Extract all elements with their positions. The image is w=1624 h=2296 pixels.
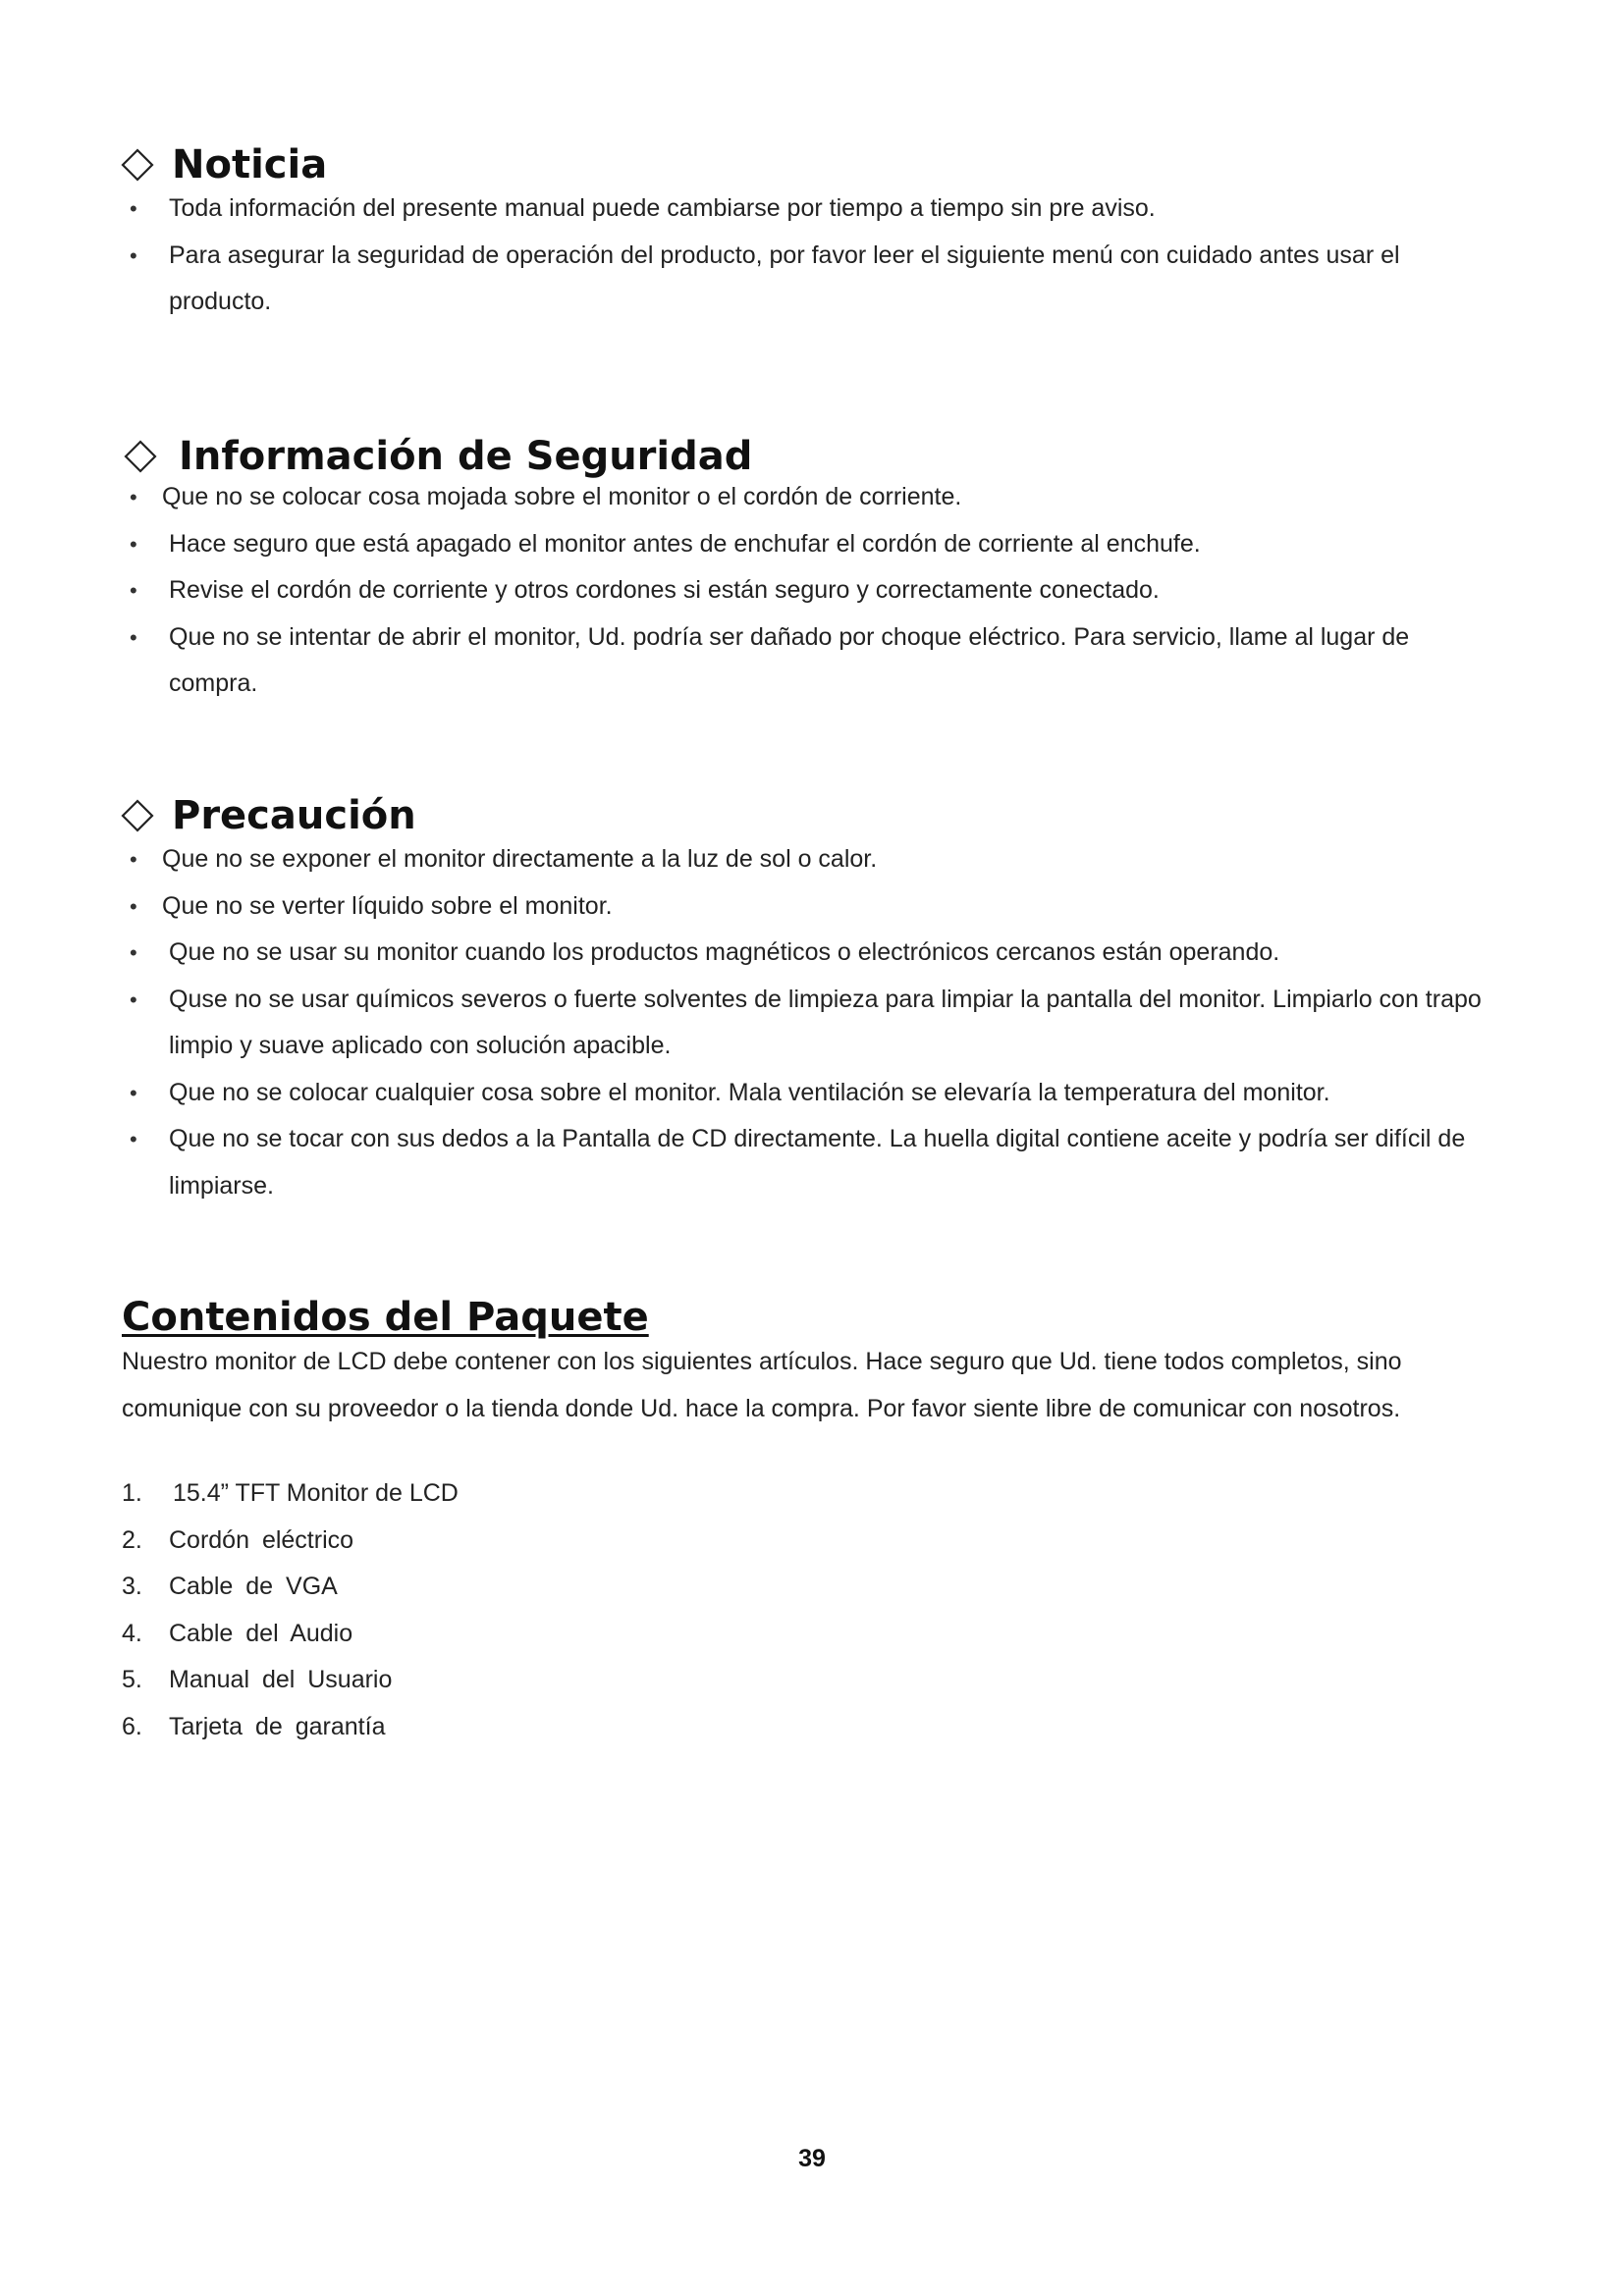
section-noticia — [0, 142, 1624, 326]
item-text: Tarjeta de garantía — [169, 1712, 386, 1740]
heading-title: Información de Seguridad — [179, 434, 753, 479]
bullet-list — [0, 474, 1624, 708]
item-text: Manual del Usuario — [169, 1666, 393, 1693]
item-number: 1. — [122, 1479, 142, 1507]
list-item-text: Que no se verter líquido sobre el monitor. — [162, 891, 613, 920]
list-item-text: Revise el cordón de corriente y otros cordones si están seguro y correctamente conectado. — [169, 576, 1160, 604]
item-text: Cordón eléctrico — [169, 1525, 354, 1554]
bullet-icon: • — [130, 1080, 137, 1105]
list-item — [0, 474, 1624, 521]
item-number: 3. — [122, 1573, 142, 1600]
bullet-icon: • — [130, 485, 137, 509]
package-contents-intro: Nuestro monitor de LCD debe contener con los siguientes artículos. Hace seguro que Ud. tiene todos completos, sino comunique con su proveedor o la tienda donde Ud. hace la compra. Por favor siente libre de comunicar con nosotros. — [122, 1348, 1402, 1422]
item-number: 2. — [122, 1525, 142, 1554]
item-number: 5. — [122, 1666, 142, 1693]
list-item — [0, 883, 1624, 931]
bullet-icon: • — [130, 893, 137, 919]
bullet-icon: • — [130, 847, 137, 872]
list-item-text: Que no se usar su monitor cuando los productos magnéticos o electrónicos cercanos están operando. — [169, 938, 1280, 966]
section-seguridad — [0, 434, 1624, 708]
list-item — [0, 567, 1624, 614]
list-item — [0, 521, 1624, 568]
section-heading — [121, 793, 1624, 838]
bullet-icon: • — [130, 242, 137, 268]
bullet-icon: • — [130, 196, 137, 221]
list-item-text: Que no se colocar cosa mojada sobre el monitor o el cordón de corriente. — [162, 483, 962, 510]
diamond-outline-icon — [124, 440, 157, 473]
bullet-icon: • — [130, 940, 137, 965]
page-number: 39 — [798, 2145, 826, 2172]
bullet-icon: • — [130, 987, 137, 1012]
list-item-text: Que no se colocar cualquier cosa sobre el monitor. Mala ventilación se elevaría la temperatura del monitor. — [169, 1078, 1330, 1106]
bullet-list — [0, 836, 1624, 1209]
list-item — [122, 1564, 1624, 1611]
item-text: Cable de VGA — [169, 1573, 338, 1600]
list-item — [0, 1070, 1624, 1117]
list-item — [0, 186, 1624, 233]
list-item-text: Toda información del presente manual puede cambiarse por tiempo a tiempo sin pre aviso. — [169, 194, 1156, 222]
list-item — [122, 1704, 1624, 1751]
item-number: 4. — [122, 1619, 142, 1647]
section-contenidos — [0, 1294, 1624, 1750]
bullet-icon: • — [130, 1127, 137, 1151]
item-text: 15.4” TFT Monitor de LCD — [173, 1479, 459, 1507]
list-item — [0, 836, 1624, 883]
package-contents-heading: Contenidos del Paquete — [122, 1295, 649, 1340]
section-precaucion — [0, 793, 1624, 1209]
diamond-outline-icon — [121, 799, 154, 832]
list-item-text: Que no se tocar con sus dedos a la Pantalla de CD directamente. La huella digital contiene aceite y podría ser difícil de limpiarse. — [169, 1125, 1466, 1200]
list-item — [122, 1518, 1624, 1565]
bullet-icon: • — [130, 531, 137, 557]
list-item-text: Quse no se usar químicos severos o fuerte solventes de limpieza para limpiar la pantalla del monitor. Limpiarlo con trapo limpio y suave aplicado con solución apacible. — [169, 985, 1482, 1059]
list-item-text: Para asegurar la seguridad de operación del producto, por favor leer el siguiente menú con cuidado antes usar el producto. — [169, 240, 1400, 315]
heading-title: Noticia — [172, 142, 328, 187]
item-number: 6. — [122, 1712, 142, 1740]
list-item — [122, 1470, 1624, 1518]
list-item — [0, 233, 1624, 326]
list-item — [0, 977, 1624, 1070]
section-heading — [124, 434, 1624, 479]
bullet-list — [0, 186, 1624, 326]
package-items-list — [122, 1470, 1624, 1750]
heading-title: Precaución — [172, 793, 416, 838]
diamond-outline-icon — [121, 148, 154, 182]
list-item — [0, 930, 1624, 977]
list-item — [0, 614, 1624, 708]
bullet-icon: • — [130, 624, 137, 650]
list-item-text: Que no se exponer el monitor directamente a la luz de sol o calor. — [162, 845, 878, 873]
list-item — [122, 1611, 1624, 1658]
list-item-text: Hace seguro que está apagado el monitor antes de enchufar el cordón de corriente al enchufe. — [169, 529, 1201, 558]
section-heading — [121, 142, 1624, 187]
item-text: Cable del Audio — [169, 1619, 353, 1647]
list-item-text: Que no se intentar de abrir el monitor, Ud. podría ser dañado por choque eléctrico. Para servicio, llame al lugar de compra. — [169, 622, 1410, 697]
bullet-icon: • — [130, 578, 137, 603]
list-item — [0, 1116, 1624, 1209]
list-item — [122, 1657, 1624, 1704]
